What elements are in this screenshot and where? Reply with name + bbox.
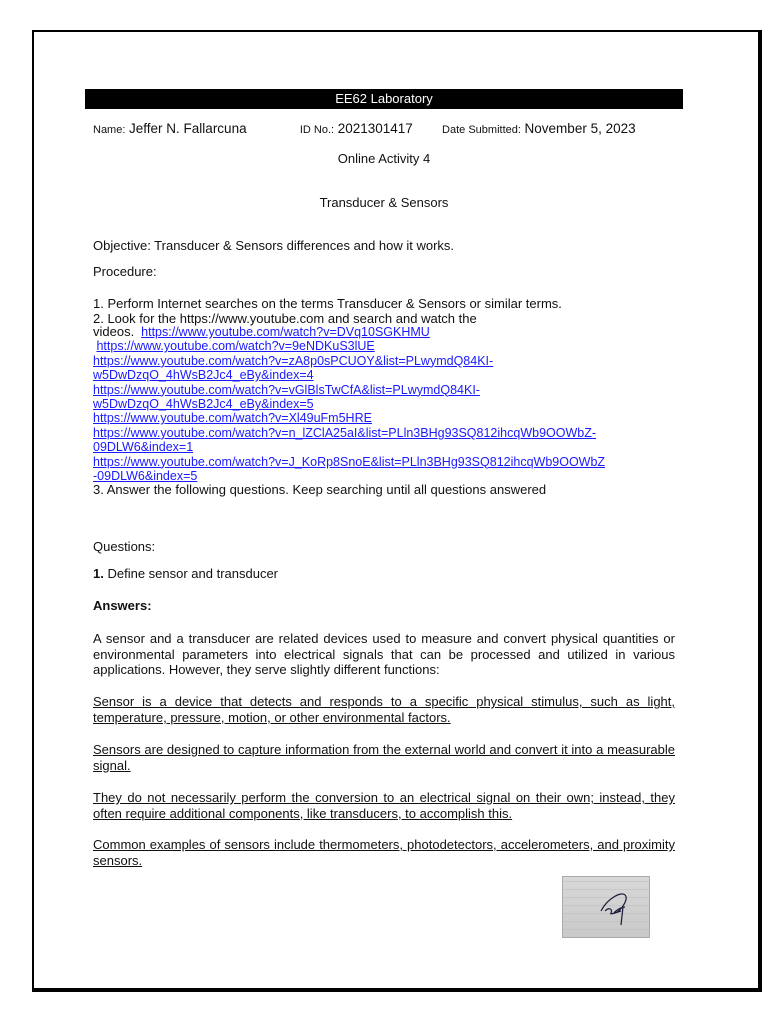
video-links <box>93 325 683 498</box>
student-info-row <box>93 121 693 136</box>
name-label: Name: <box>93 124 126 136</box>
video-link-6-cont[interactable]: 09DLW6&index=1 <box>93 440 194 455</box>
video-link-2[interactable]: https://www.youtube.com/watch?v=9eNDKuS3lUE <box>96 339 375 354</box>
question-1-number: 1. <box>93 566 104 581</box>
signature-image <box>562 876 650 938</box>
video-link-3-cont[interactable]: w5DwDzqO_4hWsB2Jc4_eBy&index=4 <box>93 368 314 383</box>
step-2: 2. Look for the https://www.youtube.com and search and watch the <box>93 311 477 326</box>
objective-text: Objective: Transducer & Sensors differences and how it works. <box>93 238 455 253</box>
video-link-7[interactable]: https://www.youtube.com/watch?v=J_KoRp8SnoE&list=PLln3BHg93SQ812ihcqWb9OOWbZ <box>93 454 606 469</box>
lab-title: EE62 Laboratory <box>335 91 433 106</box>
step-3: 3. Answer the following questions. Keep searching until all questions answered <box>93 482 547 498</box>
id-value: 2021301417 <box>337 121 413 136</box>
topic-title: Transducer & Sensors <box>319 195 449 210</box>
answers-label: Answers: <box>93 598 152 613</box>
answer-intro: A sensor and a transducer are related devices used to measure and convert physical quantities or environmental parameters into electrical signals that can be processed and utilized in various applications. However, they serve slightly different functions: <box>93 631 675 677</box>
question-1-text: Define sensor and transducer <box>107 566 279 581</box>
answer-sensor-conversion: They do not necessarily perform the conversion to an electrical signal on their own; instead, they often require additional components, like transducers, to accomplish this. <box>93 790 675 821</box>
video-link-6[interactable]: https://www.youtube.com/watch?v=n_lZClA25aI&list=PLln3BHg93SQ812ihcqWb9OOWbZ- <box>93 425 597 440</box>
activity-title: Online Activity 4 <box>337 151 431 166</box>
step-1: 1. Perform Internet searches on the terms Transducer & Sensors or similar terms. <box>93 296 562 311</box>
answer-sensor-definition: Sensor is a device that detects and responds to a specific physical stimulus, such as light, temperature, pressure, motion, or other environmental factors. <box>93 694 675 725</box>
video-link-4[interactable]: https://www.youtube.com/watch?v=vGlBlsTwCfA&list=PLwymdQ84KI- <box>93 382 480 397</box>
date-value: November 5, 2023 <box>524 121 636 136</box>
question-1 <box>93 566 278 581</box>
video-link-7-cont[interactable]: -09DLW6&index=5 <box>93 469 198 484</box>
answer-sensor-examples: Common examples of sensors include thermometers, photodetectors, accelerometers, and proximity sensors. <box>93 837 675 868</box>
id-label: ID No.: <box>299 124 335 136</box>
procedure-label: Procedure: <box>93 264 157 279</box>
answer-sensor-purpose: Sensors are designed to capture information from the external world and convert it into a measurable signal. <box>93 742 675 773</box>
date-label: Date Submitted: <box>442 124 521 136</box>
video-link-4-cont[interactable]: w5DwDzqO_4hWsB2Jc4_eBy&index=5 <box>93 397 314 412</box>
video-link-3[interactable]: https://www.youtube.com/watch?v=zA8p0sPCUOY&list=PLwymdQ84KI- <box>93 353 494 368</box>
name-value: Jeffer N. Fallarcuna <box>129 121 247 136</box>
video-link-5[interactable]: https://www.youtube.com/watch?v=Xl49uFm5HRE <box>93 411 372 426</box>
questions-label: Questions: <box>93 539 156 554</box>
lab-title-bar <box>85 89 683 109</box>
video-link-1[interactable]: https://www.youtube.com/watch?v=DVq10SGKHMU <box>141 325 430 339</box>
step-2-continued: videos. <box>93 324 135 339</box>
